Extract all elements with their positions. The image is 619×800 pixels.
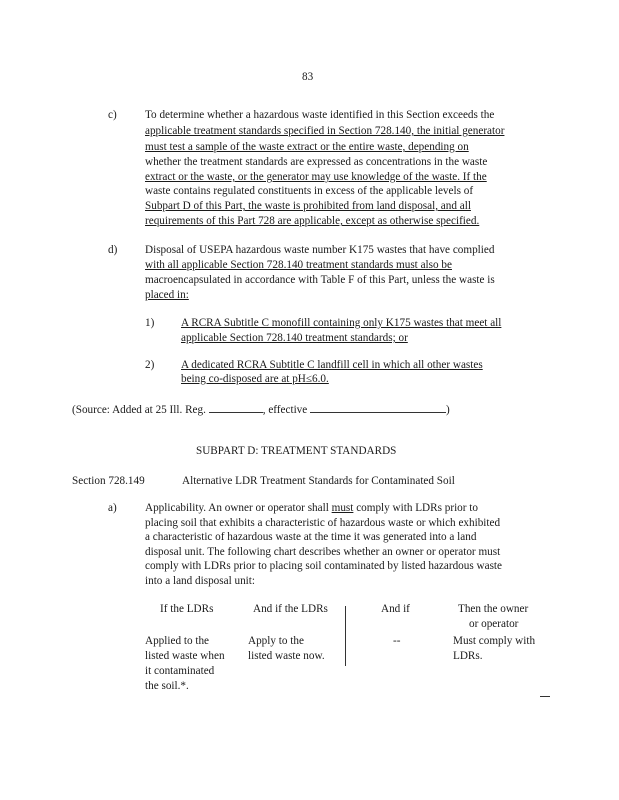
source-suffix: ) [446,404,450,416]
para-a-line: a characteristic of hazardous waste at the time it was generated into a land [145,531,477,543]
para-d-line: macroencapsulated in accordance with Table F of this Part, unless the waste is [145,274,495,286]
source-mid: , effective [262,404,311,416]
item-1-line: A RCRA Subtitle C monofill containing only K175 wastes that meet all [181,317,502,329]
para-c-line: Subpart D of this Part, the waste is prohibited from land disposal, and all [145,200,471,212]
source-blank-2 [310,401,446,413]
item-1-line: applicable Section 728.140 treatment standards; or [181,332,408,344]
para-d-line: with all applicable Section 728.140 treatment standards must also be [145,259,452,271]
table-cell: listed waste now. [248,650,325,662]
para-d-label: d) [108,244,118,256]
table-cell: it contaminated [145,665,215,677]
table-header-col3: And if [381,603,410,615]
section-number: Section 728.149 [72,475,145,487]
para-a-text: Applicability. An owner or operator shall [145,502,332,514]
para-c-line: whether the treatment standards are expressed as concentrations in the waste [145,156,488,168]
table-cell: the soil.*. [145,680,189,692]
para-d-line: placed in: [145,289,189,301]
para-a-first-line [145,501,478,516]
para-c-line: must test a sample of the waste extract or the entire waste, depending on [145,141,469,153]
source-note [72,401,450,418]
para-c-line: requirements of this Part 728 are applicable, except as otherwise specified. [145,215,480,227]
table-cell: listed waste when [145,650,225,662]
table-cell: -- [393,635,401,647]
para-c-line: applicable treatment standards specified in Section 728.140, the initial generator [145,125,505,137]
para-d-line: Disposal of USEPA hazardous waste number K175 wastes that have complied [145,244,495,256]
para-c-line: extract or the waste, or the generator may use knowledge of the waste. If the [145,171,487,183]
item-2-number: 2) [145,359,155,371]
para-a-text: comply with LDRs prior to [353,502,478,514]
page-number: 83 [302,71,314,83]
subpart-heading: SUBPART D: TREATMENT STANDARDS [196,445,397,457]
table-cell: Applied to the [145,635,210,647]
section-title: Alternative LDR Treatment Standards for Contaminated Soil [182,475,455,487]
table-divider [345,606,346,666]
para-c-line: waste contains regulated constituents in excess of the applicable levels of [145,185,474,197]
para-a-line: comply with LDRs prior to placing soil contaminated by listed hazardous waste [145,560,502,572]
para-c-line: To determine whether a hazardous waste identified in this Section exceeds the [145,109,495,121]
para-a-line: disposal unit. The following chart describes whether an owner or operator must [145,546,501,558]
table-cell: Must comply with [453,635,536,647]
item-1-number: 1) [145,317,155,329]
item-2-line: being co-disposed are at pH≤6.0. [181,373,329,385]
para-a-label: a) [108,502,117,514]
item-2-line: A dedicated RCRA Subtitle C landfill cell in which all other wastes [181,359,483,371]
source-blank-1 [209,401,263,413]
table-header-col4-line2: or operator [469,618,519,630]
table-cell: LDRs. [453,650,483,662]
para-a-line: placing soil that exhibits a characteristic of hazardous waste or which exhibited [145,517,501,529]
margin-mark [540,696,550,697]
table-header-col4: Then the owner [458,603,529,615]
table-header-col1: If the LDRs [160,603,214,615]
table-cell: Apply to the [248,635,304,647]
para-a-must: must [331,502,354,514]
para-a-line: into a land disposal unit: [145,575,256,587]
table-header-col2: And if the LDRs [253,603,328,615]
para-c-label: c) [108,109,117,121]
source-prefix: (Source: Added at 25 Ill. Reg. [72,404,209,416]
